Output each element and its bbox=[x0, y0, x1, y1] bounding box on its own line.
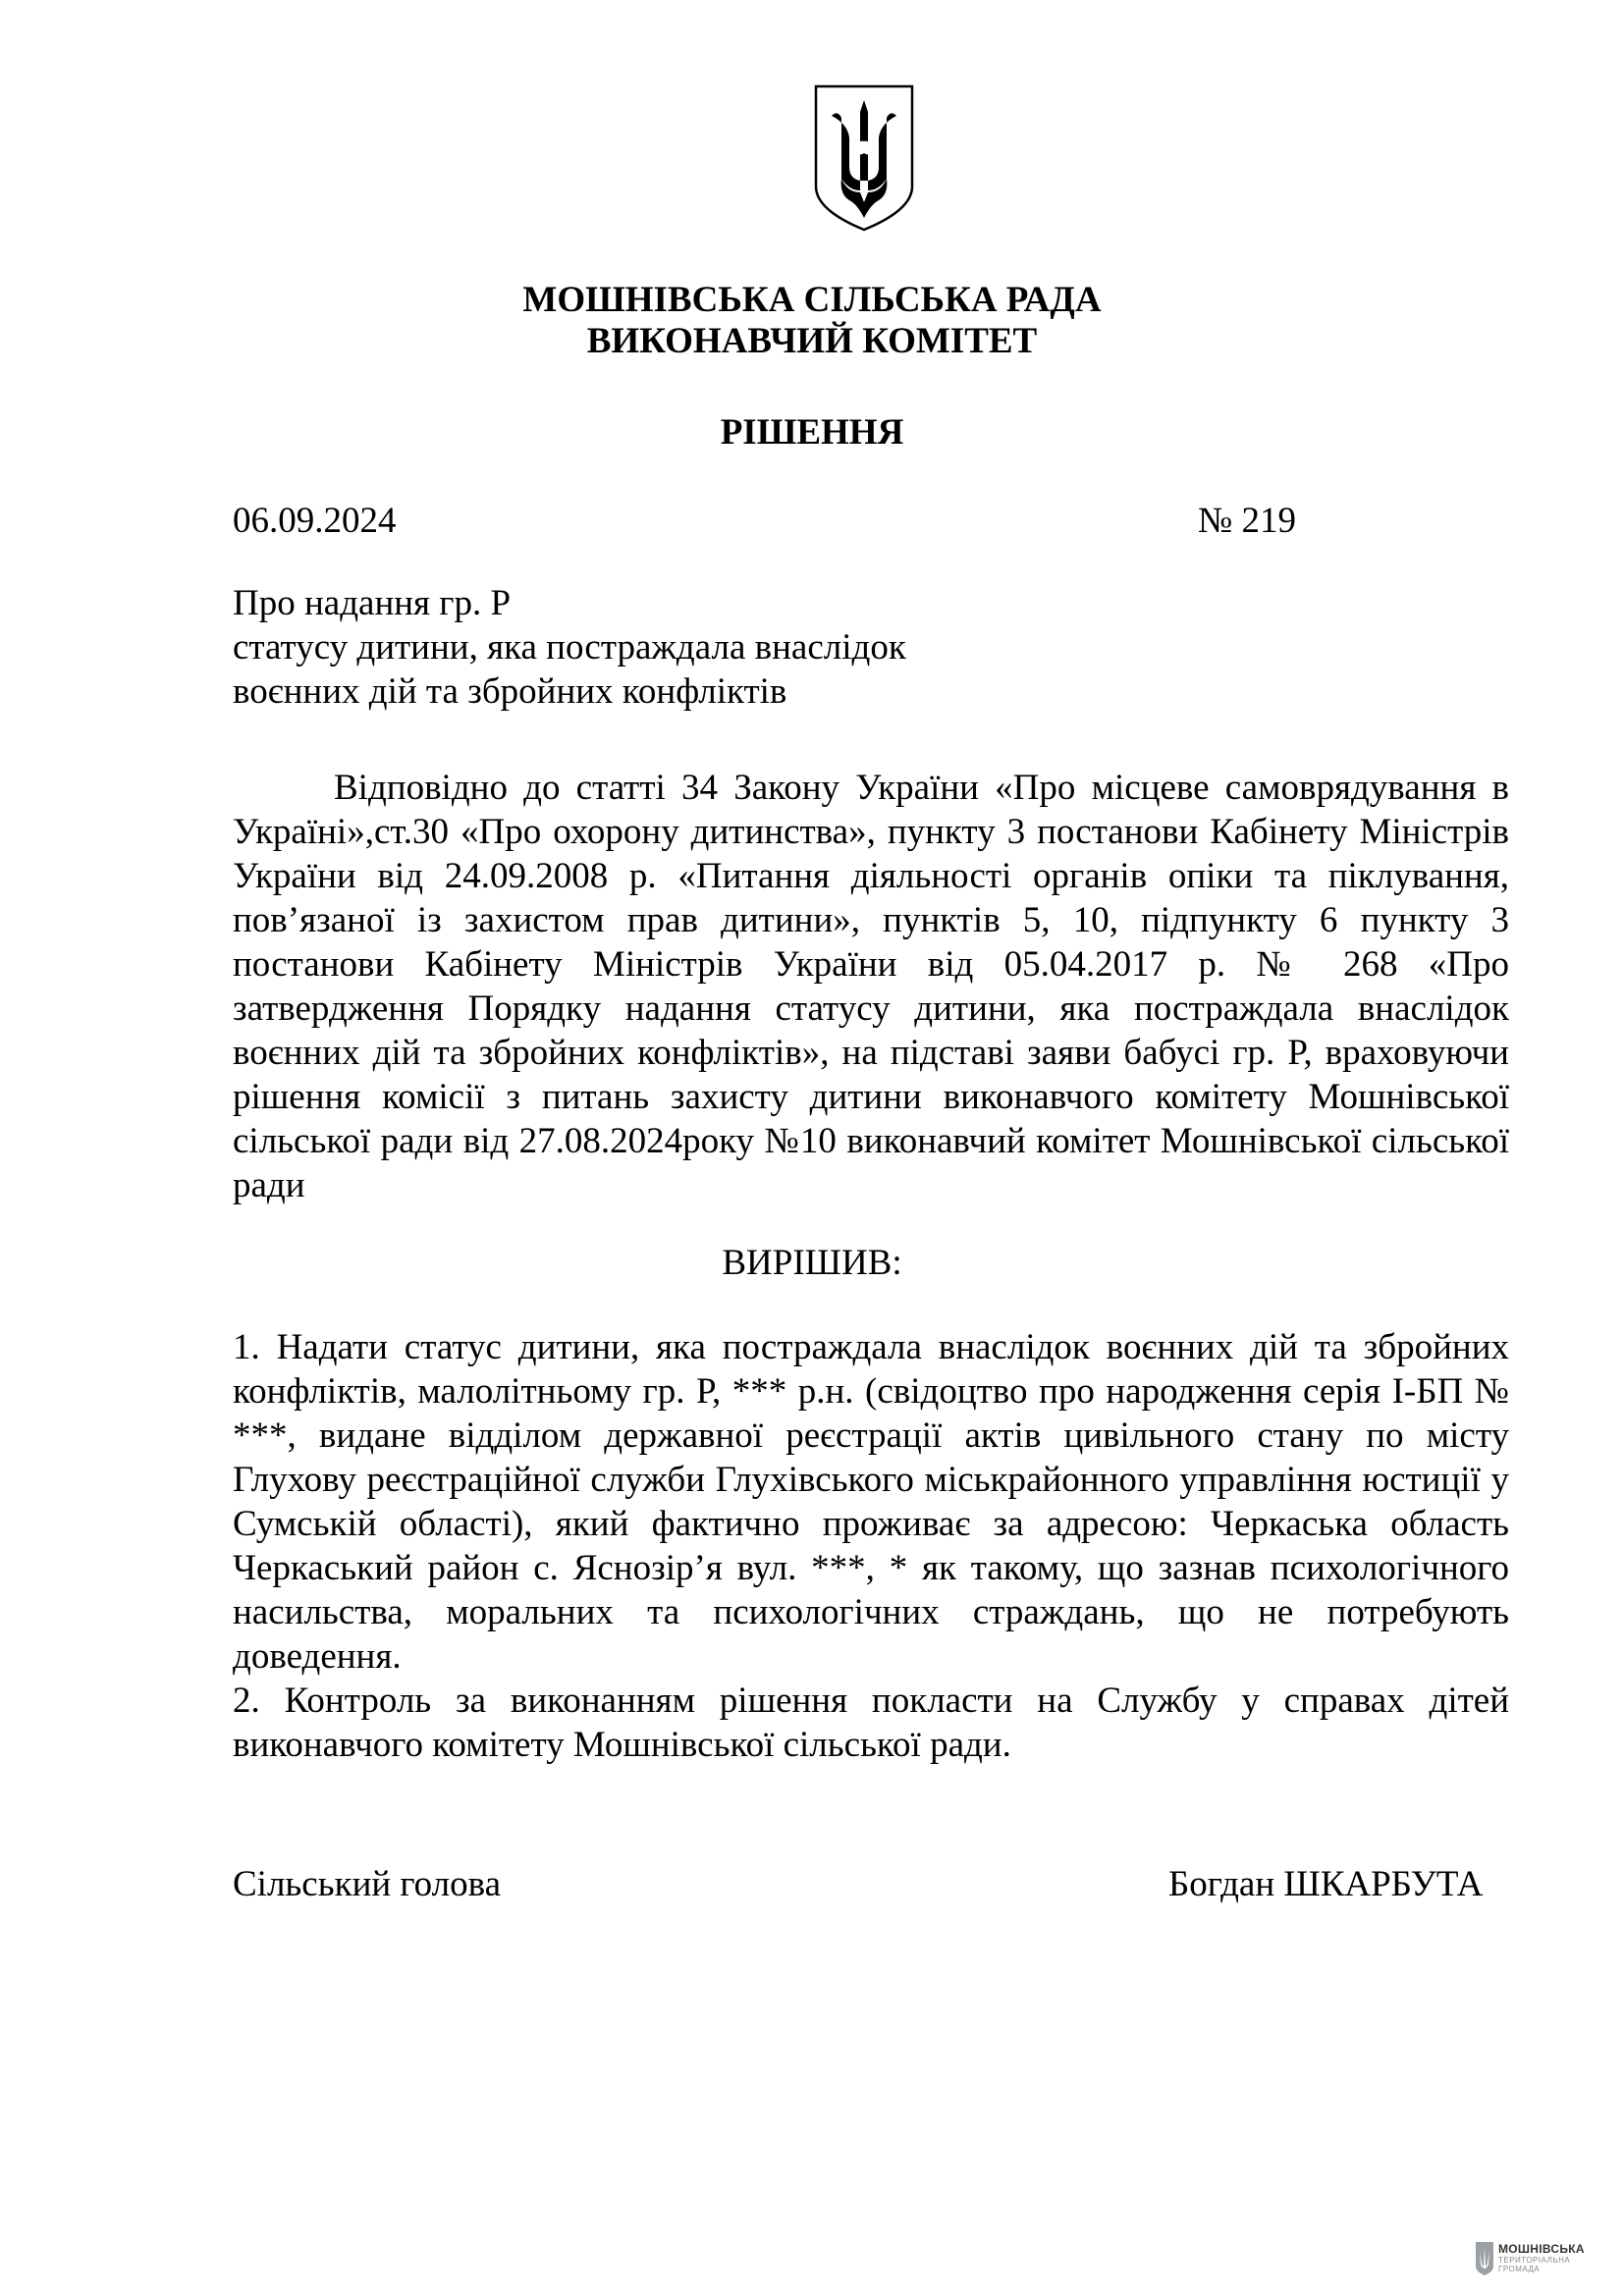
watermark-text bbox=[1498, 2243, 1585, 2273]
ukraine-coat-of-arms-icon bbox=[810, 80, 918, 233]
document-type-title: РІШЕННЯ bbox=[720, 412, 904, 453]
signatory-position: Сільський голова bbox=[233, 1864, 502, 1904]
council-title: МОШНІВСЬКА СІЛЬСЬКА РАДА bbox=[522, 280, 1102, 320]
trident-logo-icon bbox=[1475, 2241, 1494, 2276]
subject-line: статусу дитини, яка постраждала внаслідок bbox=[233, 627, 906, 667]
subject-line: воєнних дій та збройних конфліктів bbox=[233, 671, 787, 712]
subject-block bbox=[233, 581, 906, 714]
decision-item-1: 1. Надати статус дитини, яка постраждала внаслідок воєнних дій та збройних конфліктів, малолітньому гр. Р, *** р.н. (свідоцтво про народження серія І-БП № ***, видане відділом державної реєстрації актів цивільного стану по місту Глухову реєстраційної служби Глухівського міськрайонного управління юстиції у Сумській області), який фактично проживає за адресою: Черкаська область Черкаський район с. Яснозір’я вул. ***, * як такому, що зазнав психологічного насильства, моральних та психологічних страждань, що не потребують доведення. bbox=[233, 1327, 1509, 1677]
committee-title: ВИКОНАВЧИЙ КОМІТЕТ bbox=[586, 321, 1038, 361]
preamble-paragraph: Відповідно до статті 34 Закону України «Про місцеве самоврядування в Україні»,ст.30 «Про охорону дитинства», пункту 3 постанови Кабінету Міністрів України від 24.09.2008 р. «Питання діяльності органів опіки та піклування, пов’язаної із захистом прав дитини», пунктів 5, 10, підпункту 6 пункту 3 постанови Кабінету Міністрів України від 05.04.2017 р. № 268 «Про затвердження Порядку надання статусу дитини, яка постраждала внаслідок воєнних дій та збройних конфліктів», на підставі заяви бабусі гр. Р, враховуючи рішення комісії з питань захисту дитини виконавчого комітету Мошнівської сільської ради від 27.08.2024року №10 виконавчий комітет Мошнівської сільської ради bbox=[233, 768, 1509, 1205]
community-watermark bbox=[1475, 2241, 1612, 2282]
watermark-line: МОШНІВСЬКА bbox=[1498, 2242, 1585, 2256]
decision-item-2: 2. Контроль за виконанням рішення покласти на Службу у справах дітей виконавчого комітету Мошнівської сільської ради. bbox=[233, 1681, 1509, 1765]
watermark-line: ТЕРИТОРІАЛЬНА bbox=[1498, 2256, 1571, 2265]
subject-line: Про надання гр. Р bbox=[233, 583, 512, 623]
decision-date: 06.09.2024 bbox=[233, 501, 397, 541]
watermark-line: ГРОМАДА bbox=[1498, 2265, 1541, 2273]
decided-heading: ВИРІШИВ: bbox=[722, 1243, 902, 1283]
signatory-name: Богдан ШКАРБУТА bbox=[1168, 1864, 1484, 1904]
decision-number: № 219 bbox=[1198, 501, 1297, 541]
